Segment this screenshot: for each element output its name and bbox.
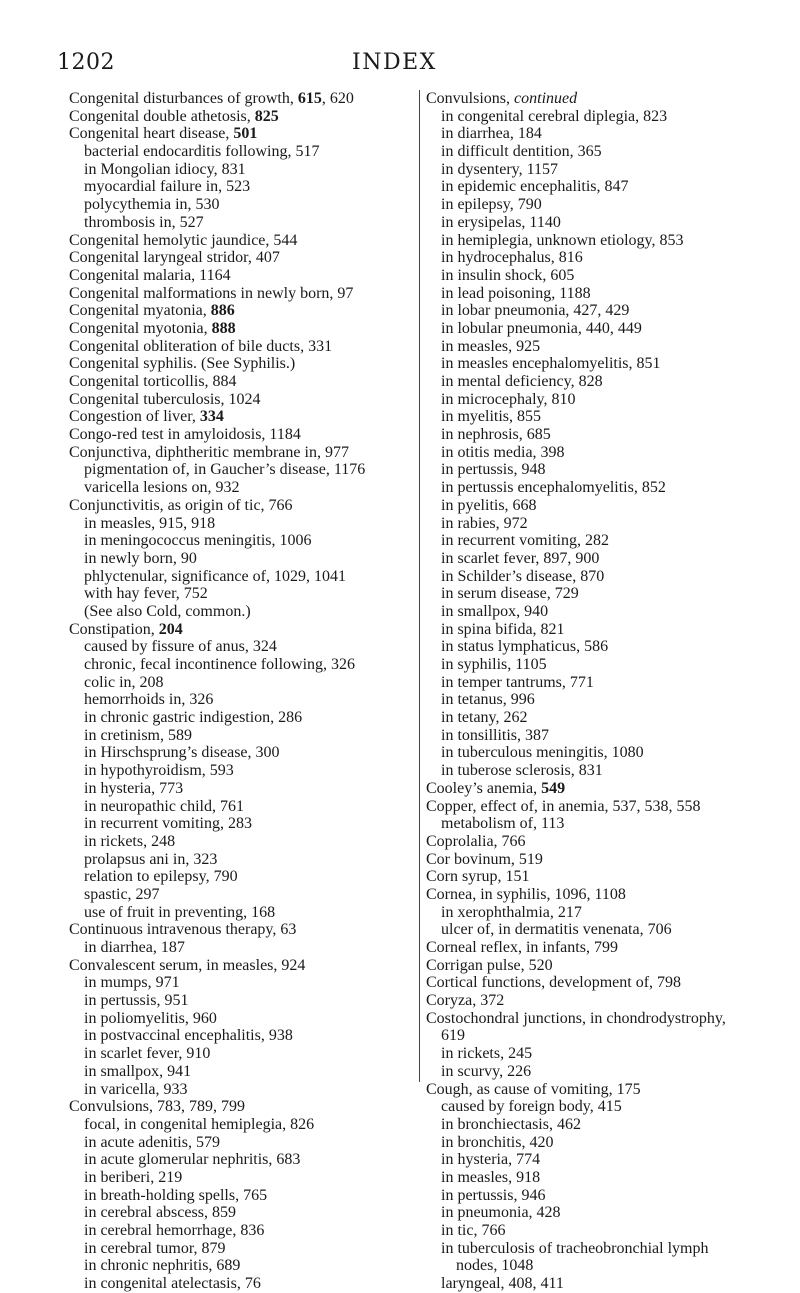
- entry-text: in rabies, 972: [441, 514, 528, 532]
- entry-text: (See also Cold, common.): [84, 602, 251, 620]
- entry-text: in scarlet fever, 910: [84, 1045, 211, 1063]
- entry-text: Convalescent serum, in measles, 924: [69, 956, 306, 974]
- index-entry: [426, 302, 766, 320]
- entry-text: caused by fissure of anus, 324: [84, 638, 277, 656]
- index-entry: [426, 532, 766, 550]
- entry-text: in cerebral abscess, 859: [84, 1204, 236, 1222]
- entry-text: nodes, 1048: [456, 1257, 534, 1275]
- index-entry: [426, 1240, 766, 1258]
- entry-text: in pertussis, 948: [441, 461, 546, 479]
- entry-text: in lead poisoning, 1188: [441, 284, 591, 302]
- index-entry: [69, 408, 409, 426]
- entry-text: varicella lesions on, 932: [84, 479, 240, 497]
- entry-text: Corneal reflex, in infants, 799: [426, 939, 618, 956]
- entry-text: in recurrent vomiting, 283: [84, 815, 252, 833]
- entry-text: hemorrhoids in, 326: [84, 691, 214, 709]
- entry-text: in Mongolian idiocy, 831: [84, 160, 246, 178]
- index-entry: [426, 798, 766, 816]
- entry-text: in diarrhea, 187: [84, 939, 185, 956]
- entry-text: Continuous intravenous therapy, 63: [69, 921, 297, 939]
- index-entry: [69, 603, 409, 621]
- index-entry: [69, 1275, 409, 1293]
- index-entry: [69, 532, 409, 550]
- index-entry: [69, 744, 409, 762]
- index-entry: [426, 497, 766, 515]
- entry-principal-page: 615: [297, 90, 322, 107]
- index-entry: [426, 656, 766, 674]
- entry-text: in poliomyelitis, 960: [84, 1009, 217, 1027]
- entry-text: use of fruit in preventing, 168: [84, 903, 276, 921]
- entry-text: Congenital torticollis, 884: [69, 373, 237, 390]
- entry-text: in smallpox, 940: [441, 602, 549, 620]
- entry-text: Congenital syphilis. (See Syphilis.): [69, 355, 296, 373]
- index-entry: [426, 1045, 766, 1063]
- entry-text: bacterial endocarditis following, 517: [84, 143, 320, 161]
- entry-text: in Hirschsprung’s disease, 300: [84, 744, 280, 762]
- index-entry: [426, 744, 766, 762]
- entry-text: laryngeal, 408, 411: [441, 1275, 564, 1293]
- index-entry: [426, 727, 766, 745]
- entry-text: in breath-holding spells, 765: [84, 1186, 268, 1204]
- index-entry: [426, 550, 766, 568]
- index-entry: [69, 550, 409, 568]
- index-entry: [426, 1257, 766, 1275]
- index-entry: [69, 196, 409, 214]
- entry-text: caused by foreign body, 415: [441, 1098, 622, 1116]
- index-entry: [69, 1010, 409, 1028]
- index-entry: [426, 709, 766, 727]
- index-entry: [69, 798, 409, 816]
- index-entry: [426, 479, 766, 497]
- index-entry: [69, 1222, 409, 1240]
- index-entry: [69, 691, 409, 709]
- entry-text: in pertussis, 946: [441, 1186, 546, 1204]
- index-entry: [426, 90, 766, 108]
- entry-principal-page: 549: [541, 779, 566, 797]
- index-entry: [426, 408, 766, 426]
- entry-text: with hay fever, 752: [84, 585, 208, 603]
- index-entry: [426, 426, 766, 444]
- entry-text: in measles, 925: [441, 337, 541, 355]
- entry-text: 619: [441, 1027, 465, 1045]
- entry-text: in congenital atelectasis, 76: [84, 1275, 261, 1293]
- entry-text: in insulin shock, 605: [441, 266, 575, 284]
- entry-text: in cerebral tumor, 879: [84, 1239, 226, 1257]
- index-entry: [69, 161, 409, 179]
- index-entry: [426, 320, 766, 338]
- entry-text: prolapsus ani in, 323: [84, 850, 218, 868]
- index-entry: [426, 267, 766, 285]
- entry-text: Cortical functions, development of, 798: [426, 974, 682, 992]
- entry-text: Congenital heart disease,: [69, 125, 234, 143]
- entry-text: in smallpox, 941: [84, 1062, 192, 1080]
- entry-principal-page: 825: [254, 107, 279, 125]
- index-entry: [426, 178, 766, 196]
- entry-text: in status lymphaticus, 586: [441, 638, 609, 656]
- index-entry: [69, 621, 409, 639]
- index-entry: [426, 568, 766, 586]
- entry-text: Cough, as cause of vomiting, 175: [426, 1080, 641, 1098]
- index-entry: [69, 780, 409, 798]
- entry-text: in hysteria, 773: [84, 779, 184, 797]
- index-entry: [69, 285, 409, 303]
- entry-principal-page: 204: [158, 620, 183, 638]
- entry-text: in pyelitis, 668: [441, 496, 537, 514]
- index-entry: [69, 1257, 409, 1275]
- index-entry: [69, 355, 409, 373]
- index-entry: [426, 1116, 766, 1134]
- entry-text: Conjunctiva, diphtheritic membrane in, 977: [69, 443, 349, 461]
- index-entry: [426, 125, 766, 143]
- entry-text: in scurvy, 226: [441, 1062, 532, 1080]
- entry-text: in measles, 915, 918: [84, 514, 216, 532]
- index-entry: [69, 939, 409, 957]
- index-entry: [426, 1134, 766, 1152]
- index-entry: [69, 851, 409, 869]
- index-entry: [69, 143, 409, 161]
- entry-text: in erysipelas, 1140: [441, 213, 561, 231]
- entry-text: in spina bifida, 821: [441, 620, 565, 638]
- index-entry: [426, 373, 766, 391]
- entry-text: in temper tantrums, 771: [441, 673, 594, 691]
- index-entry: [69, 568, 409, 586]
- index-entry: [69, 974, 409, 992]
- index-entry: [69, 585, 409, 603]
- index-entry: [69, 727, 409, 745]
- entry-text: in bronchitis, 420: [441, 1133, 554, 1151]
- index-entry: [426, 939, 766, 957]
- entry-text: Costochondral junctions, in chondrodystrophy,: [426, 1009, 726, 1027]
- column-divider: [419, 90, 420, 1082]
- entry-text: in pertussis encephalomyelitis, 852: [441, 479, 666, 497]
- index-entry: [426, 391, 766, 409]
- entry-text: in newly born, 90: [84, 549, 197, 567]
- index-entry: [69, 125, 409, 143]
- entry-text: in meningococcus meningitis, 1006: [84, 532, 312, 550]
- entry-text: Congenital tuberculosis, 1024: [69, 390, 261, 408]
- entry-text: in chronic nephritis, 689: [84, 1257, 241, 1275]
- index-entry: [426, 143, 766, 161]
- entry-text: in lobar pneumonia, 427, 429: [441, 302, 630, 320]
- index-entry: [69, 1240, 409, 1258]
- index-entry: [426, 974, 766, 992]
- right-column: [426, 90, 766, 1293]
- index-entry: [426, 1169, 766, 1187]
- index-entry: [426, 196, 766, 214]
- entry-text: in tetanus, 996: [441, 691, 535, 709]
- entry-text: in varicella, 933: [84, 1080, 188, 1098]
- entry-text: Congenital hemolytic jaundice, 544: [69, 231, 298, 249]
- index-entry: [426, 603, 766, 621]
- index-entry: [69, 497, 409, 515]
- index-entry: [426, 851, 766, 869]
- index-entry: [69, 1081, 409, 1099]
- entry-text: in measles encephalomyelitis, 851: [441, 355, 661, 373]
- entry-text: in myelitis, 855: [441, 408, 541, 426]
- index-entry: [69, 249, 409, 267]
- entry-text: myocardial failure in, 523: [84, 178, 251, 196]
- entry-text: in scarlet fever, 897, 900: [441, 549, 600, 567]
- entry-text: Conjunctivitis, as origin of tic, 766: [69, 496, 293, 514]
- entry-text: in rickets, 248: [84, 832, 176, 850]
- index-entry: [426, 1275, 766, 1293]
- index-entry: [69, 1187, 409, 1205]
- entry-text: Convulsions,: [426, 90, 515, 107]
- index-entry: [426, 232, 766, 250]
- index-entry: [69, 108, 409, 126]
- entry-text: Congenital disturbances of growth,: [69, 90, 298, 107]
- index-entry: [426, 1081, 766, 1099]
- index-entry: [426, 161, 766, 179]
- index-entry: [426, 762, 766, 780]
- entry-text: in mental deficiency, 828: [441, 373, 603, 390]
- index-entry: [69, 214, 409, 232]
- entry-text: in cerebral hemorrhage, 836: [84, 1222, 265, 1239]
- index-entry: [426, 355, 766, 373]
- index-entry: [69, 461, 409, 479]
- index-entry: [69, 833, 409, 851]
- entry-text: polycythemia in, 530: [84, 196, 220, 214]
- entry-text: in tetany, 262: [441, 709, 528, 727]
- entry-text: Coryza, 372: [426, 992, 505, 1010]
- entry-text: in acute adenitis, 579: [84, 1133, 220, 1151]
- index-entry: [69, 638, 409, 656]
- index-entry: [69, 815, 409, 833]
- entry-text: in rickets, 245: [441, 1045, 533, 1063]
- index-entry: [69, 868, 409, 886]
- index-entry: [69, 762, 409, 780]
- entry-text: in tic, 766: [441, 1222, 506, 1239]
- entry-text: in Schilder’s disease, 870: [441, 567, 605, 585]
- index-entry: [426, 1010, 766, 1028]
- entry-text: in hemiplegia, unknown etiology, 853: [441, 231, 684, 249]
- index-entry: [69, 1045, 409, 1063]
- entry-text: relation to epilepsy, 790: [84, 868, 238, 886]
- index-entry: [426, 833, 766, 851]
- index-entry: [69, 373, 409, 391]
- index-entry: [426, 886, 766, 904]
- page-number: 1202: [57, 50, 115, 75]
- index-entry: [69, 426, 409, 444]
- index-entry: [69, 1169, 409, 1187]
- index-entry: [69, 267, 409, 285]
- index-entry: [69, 921, 409, 939]
- entry-text: in cretinism, 589: [84, 726, 192, 744]
- entry-text: chronic, fecal incontinence following, 326: [84, 656, 356, 673]
- entry-text: in otitis media, 398: [441, 443, 565, 461]
- entry-text: spastic, 297: [84, 885, 160, 903]
- index-entry: [69, 992, 409, 1010]
- entry-continued-label: continued: [514, 90, 578, 107]
- entry-text: in measles, 918: [441, 1168, 541, 1186]
- entry-text: Congenital obliteration of bile ducts, 331: [69, 337, 333, 355]
- entry-text: Congenital myatonia,: [69, 302, 211, 320]
- index-entry: [426, 621, 766, 639]
- entry-text: in nephrosis, 685: [441, 426, 551, 444]
- entry-text: Congestion of liver,: [69, 408, 200, 426]
- entry-text: in hysteria, 774: [441, 1151, 541, 1169]
- index-entry: [426, 285, 766, 303]
- entry-text: Cornea, in syphilis, 1096, 1108: [426, 885, 626, 903]
- entry-text: in neuropathic child, 761: [84, 797, 244, 815]
- index-entry: [69, 444, 409, 462]
- page-title: INDEX: [352, 50, 437, 75]
- left-column: [69, 90, 409, 1293]
- entry-text: in xerophthalmia, 217: [441, 903, 582, 921]
- index-entry: [69, 338, 409, 356]
- entry-text: Congenital malformations in newly born, 97: [69, 284, 354, 302]
- entry-text: ulcer of, in dermatitis venenata, 706: [441, 921, 672, 939]
- entry-text: in difficult dentition, 365: [441, 143, 602, 161]
- index-entry: [69, 178, 409, 196]
- index-entry: [426, 815, 766, 833]
- entry-text: Congenital myotonia,: [69, 319, 212, 337]
- index-entry: [426, 585, 766, 603]
- entry-extra-pages: , 620: [321, 90, 354, 107]
- index-entry: [69, 479, 409, 497]
- index-entry: [426, 1204, 766, 1222]
- entry-text: in mumps, 971: [84, 974, 180, 992]
- entry-text: in diarrhea, 184: [441, 125, 542, 143]
- index-entry: [426, 674, 766, 692]
- index-entry: [69, 957, 409, 975]
- entry-text: colic in, 208: [84, 673, 164, 691]
- index-entry: [69, 515, 409, 533]
- entry-text: in dysentery, 1157: [441, 160, 559, 178]
- entry-text: in syphilis, 1105: [441, 656, 547, 673]
- entry-text: in tuberculous meningitis, 1080: [441, 744, 644, 762]
- index-entry: [426, 921, 766, 939]
- index-entry: [426, 338, 766, 356]
- entry-text: in bronchiectasis, 462: [441, 1115, 581, 1133]
- index-entry: [69, 391, 409, 409]
- index-entry: [69, 1116, 409, 1134]
- index-entry: [426, 1027, 766, 1045]
- index-entry: [69, 1134, 409, 1152]
- index-entry: [69, 886, 409, 904]
- entry-principal-page: 501: [233, 125, 258, 143]
- index-entry: [426, 214, 766, 232]
- entry-text: in hypothyroidism, 593: [84, 762, 234, 780]
- entry-text: Copper, effect of, in anemia, 537, 538, 558: [426, 797, 701, 815]
- entry-text: in epilepsy, 790: [441, 196, 542, 214]
- index-entry: [426, 249, 766, 267]
- entry-text: in congenital cerebral diplegia, 823: [441, 107, 668, 125]
- entry-text: thrombosis in, 527: [84, 213, 204, 231]
- index-entry: [426, 904, 766, 922]
- entry-text: metabolism of, 113: [441, 815, 565, 833]
- entry-principal-page: 334: [199, 408, 224, 426]
- index-entry: [69, 302, 409, 320]
- entry-text: focal, in congenital hemiplegia, 826: [84, 1115, 315, 1133]
- index-entry: [69, 1027, 409, 1045]
- entry-text: in lobular pneumonia, 440, 449: [441, 319, 642, 337]
- entry-text: Cor bovinum, 519: [426, 850, 543, 868]
- entry-text: in chronic gastric indigestion, 286: [84, 709, 303, 727]
- index-entry: [69, 709, 409, 727]
- index-entry: [69, 1063, 409, 1081]
- index-entry: [69, 1204, 409, 1222]
- index-entry: [69, 90, 409, 108]
- entry-text: Constipation,: [69, 620, 159, 638]
- entry-text: in tuberose sclerosis, 831: [441, 762, 603, 780]
- entry-text: in microcephaly, 810: [441, 390, 576, 408]
- entry-text: in postvaccinal encephalitis, 938: [84, 1027, 293, 1045]
- entry-text: in serum disease, 729: [441, 585, 579, 603]
- index-entry: [426, 1222, 766, 1240]
- entry-text: pigmentation of, in Gaucher’s disease, 1176: [84, 461, 366, 479]
- entry-text: Congo-red test in amyloidosis, 1184: [69, 426, 301, 444]
- entry-text: in acute glomerular nephritis, 683: [84, 1151, 301, 1169]
- entry-text: Coprolalia, 766: [426, 832, 526, 850]
- index-entry: [69, 1098, 409, 1116]
- entry-text: in hydrocephalus, 816: [441, 249, 583, 267]
- entry-text: Convulsions, 783, 789, 799: [69, 1098, 246, 1116]
- entry-text: Corn syrup, 151: [426, 868, 530, 886]
- index-entry: [426, 1187, 766, 1205]
- entry-text: Congenital laryngeal stridor, 407: [69, 249, 280, 267]
- index-entry: [69, 320, 409, 338]
- entry-text: Corrigan pulse, 520: [426, 956, 553, 974]
- index-entry: [69, 656, 409, 674]
- entry-text: in pneumonia, 428: [441, 1204, 561, 1222]
- index-entry: [426, 444, 766, 462]
- index-entry: [426, 108, 766, 126]
- entry-text: in recurrent vomiting, 282: [441, 532, 609, 550]
- index-entry: [426, 957, 766, 975]
- entry-text: Congenital malaria, 1164: [69, 266, 231, 284]
- entry-text: in tuberculosis of tracheobronchial lymph: [441, 1239, 709, 1257]
- index-entry: [426, 1063, 766, 1081]
- index-entry: [426, 1151, 766, 1169]
- index-entry: [426, 780, 766, 798]
- entry-text: in epidemic encephalitis, 847: [441, 178, 629, 196]
- entry-text: Cooley’s anemia,: [426, 779, 542, 797]
- index-entry: [69, 1151, 409, 1169]
- index-entry: [426, 992, 766, 1010]
- index-entry: [426, 638, 766, 656]
- entry-text: in beriberi, 219: [84, 1168, 183, 1186]
- entry-principal-page: 888: [211, 319, 236, 337]
- index-entry: [426, 461, 766, 479]
- index-entry: [426, 515, 766, 533]
- index-entry: [69, 904, 409, 922]
- entry-text: in tonsillitis, 387: [441, 726, 550, 744]
- entry-text: in pertussis, 951: [84, 992, 189, 1010]
- index-entry: [426, 691, 766, 709]
- index-entry: [426, 868, 766, 886]
- entry-text: phlyctenular, significance of, 1029, 1041: [84, 567, 346, 585]
- entry-text: Congenital double athetosis,: [69, 107, 255, 125]
- index-entry: [69, 232, 409, 250]
- index-entry: [426, 1098, 766, 1116]
- index-entry: [69, 674, 409, 692]
- entry-principal-page: 886: [210, 302, 235, 320]
